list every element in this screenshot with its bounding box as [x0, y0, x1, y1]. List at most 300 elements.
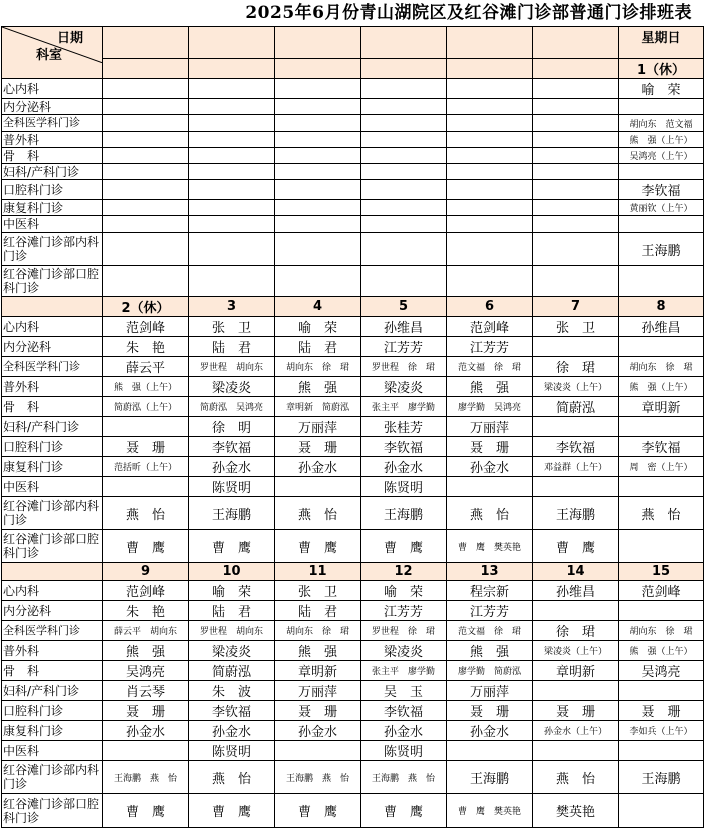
schedule-cell: 聂 珊 [447, 437, 533, 457]
schedule-cell [533, 79, 619, 99]
schedule-cell [189, 79, 275, 99]
schedule-cell [533, 216, 619, 233]
schedule-cell: 孙金水 [447, 721, 533, 741]
schedule-cell: 徐 珺 [533, 357, 619, 377]
schedule-cell: 周 密（上午） [619, 457, 704, 477]
date-cell: 6 [447, 297, 533, 317]
schedule-cell: 王海鹏 燕 怡 [275, 761, 361, 794]
schedule-cell: 喻 荣 [189, 581, 275, 601]
schedule-cell: 王海鹏 [533, 497, 619, 530]
schedule-cell [447, 233, 533, 266]
date-cell [189, 59, 275, 79]
schedule-cell: 李钦福 [619, 180, 704, 200]
schedule-cell [619, 417, 704, 437]
schedule-cell: 范文福 徐 珺 [447, 357, 533, 377]
schedule-cell: 吴鸿亮 [619, 661, 704, 681]
department-label: 心内科 [2, 79, 103, 99]
date-cell: 14 [533, 563, 619, 581]
schedule-cell: 王海鹏 [361, 497, 447, 530]
schedule-cell [619, 266, 704, 297]
schedule-cell: 孙金水 [275, 457, 361, 477]
schedule-cell: 李钦福 [361, 701, 447, 721]
date-cell: 1（休） [619, 59, 704, 79]
date-cell: 10 [189, 563, 275, 581]
schedule-cell [103, 79, 189, 99]
schedule-cell: 范剑峰 [619, 581, 704, 601]
schedule-cell [361, 216, 447, 233]
date-cell: 7 [533, 297, 619, 317]
schedule-cell [361, 266, 447, 297]
schedule-cell: 陆 君 [275, 601, 361, 621]
date-cell: 9 [103, 563, 189, 581]
schedule-cell: 简蔚泓 [189, 661, 275, 681]
table-row [2, 621, 704, 641]
department-label: 妇科/产科门诊 [2, 681, 103, 701]
weekday-header [103, 27, 189, 59]
schedule-cell: 孙维昌 [533, 581, 619, 601]
schedule-cell: 罗世程 胡向东 [189, 357, 275, 377]
department-label: 普外科 [2, 641, 103, 661]
schedule-cell: 廖学勤 简蔚泓 [447, 661, 533, 681]
schedule-cell [189, 132, 275, 148]
schedule-cell [533, 132, 619, 148]
table-row [2, 216, 704, 233]
schedule-cell: 熊 强（上午） [103, 377, 189, 397]
schedule-cell: 熊 强 [103, 641, 189, 661]
department-label: 骨 科 [2, 397, 103, 417]
table-row [2, 164, 704, 180]
schedule-cell [619, 530, 704, 563]
date-cell: 11 [275, 563, 361, 581]
schedule-cell [619, 99, 704, 115]
schedule-cell: 孙金水 [103, 721, 189, 741]
department-label: 全科医学科门诊 [2, 115, 103, 132]
department-label: 康复科门诊 [2, 457, 103, 477]
table-row [2, 497, 704, 530]
date-cell: 4 [275, 297, 361, 317]
schedule-cell: 梁凌炎（上午） [533, 377, 619, 397]
date-cell: 8 [619, 297, 704, 317]
schedule-cell [361, 132, 447, 148]
schedule-cell [189, 266, 275, 297]
schedule-table [1, 26, 704, 828]
schedule-cell: 简蔚泓 吴鸿亮 [189, 397, 275, 417]
schedule-cell: 李钦福 [189, 701, 275, 721]
schedule-cell: 范剑峰 [103, 581, 189, 601]
schedule-cell: 罗世程 胡向东 [189, 621, 275, 641]
department-label: 内分泌科 [2, 601, 103, 621]
table-row [2, 180, 704, 200]
date-cell: 5 [361, 297, 447, 317]
schedule-cell [619, 337, 704, 357]
schedule-cell: 肖云琴 [103, 681, 189, 701]
schedule-cell [447, 477, 533, 497]
department-label: 中医科 [2, 477, 103, 497]
schedule-cell: 陈贤明 [189, 741, 275, 761]
schedule-cell [275, 148, 361, 164]
table-row [2, 132, 704, 148]
schedule-cell: 曹 鹰 [189, 794, 275, 828]
department-label: 骨 科 [2, 661, 103, 681]
schedule-cell: 万丽萍 [275, 417, 361, 437]
schedule-cell: 聂 珊 [533, 701, 619, 721]
schedule-cell: 徐 明 [189, 417, 275, 437]
schedule-cell: 陈贤明 [361, 741, 447, 761]
schedule-cell: 薛云平 胡向东 [103, 621, 189, 641]
schedule-cell: 曹 鹰 樊英艳 [447, 794, 533, 828]
schedule-cell [189, 233, 275, 266]
table-row [2, 377, 704, 397]
weekday-header [361, 27, 447, 59]
schedule-cell: 梁凌炎 [361, 641, 447, 661]
table-row [2, 530, 704, 563]
schedule-cell: 樊英艳 [533, 794, 619, 828]
schedule-cell: 喻 荣 [619, 79, 704, 99]
department-label: 全科医学科门诊 [2, 621, 103, 641]
schedule-cell: 万丽萍 [275, 681, 361, 701]
schedule-cell: 熊 强 [447, 641, 533, 661]
schedule-cell: 陆 君 [189, 601, 275, 621]
schedule-cell: 胡向东 徐 珺 [275, 357, 361, 377]
date-row [2, 563, 704, 581]
schedule-cell [533, 233, 619, 266]
schedule-cell: 聂 珊 [103, 437, 189, 457]
schedule-cell: 黄丽钦（上午） [619, 200, 704, 216]
table-row [2, 641, 704, 661]
schedule-cell [275, 180, 361, 200]
schedule-cell: 燕 怡 [103, 497, 189, 530]
department-label: 红谷滩门诊部内科门诊 [2, 233, 103, 266]
schedule-cell: 朱 波 [189, 681, 275, 701]
header-corner [2, 27, 103, 79]
schedule-cell [275, 233, 361, 266]
schedule-cell: 徐 珺 [533, 621, 619, 641]
schedule-cell: 陈贤明 [189, 477, 275, 497]
schedule-cell [275, 266, 361, 297]
department-label: 心内科 [2, 317, 103, 337]
schedule-cell [447, 266, 533, 297]
table-row [2, 99, 704, 115]
schedule-cell: 邓益群（上午） [533, 457, 619, 477]
schedule-cell: 吴鸿亮（上午） [619, 148, 704, 164]
schedule-cell [533, 180, 619, 200]
table-row [2, 337, 704, 357]
schedule-cell: 章明新 [533, 661, 619, 681]
department-label: 红谷滩门诊部口腔科门诊 [2, 530, 103, 563]
table-row [2, 601, 704, 621]
schedule-cell [361, 164, 447, 180]
schedule-cell [103, 233, 189, 266]
table-row [2, 266, 704, 297]
schedule-cell [361, 180, 447, 200]
department-label: 普外科 [2, 132, 103, 148]
schedule-cell [361, 99, 447, 115]
schedule-cell: 孙金水 [189, 721, 275, 741]
schedule-cell: 曹 鹰 [103, 794, 189, 828]
date-cell [533, 59, 619, 79]
schedule-cell: 梁凌炎（上午） [533, 641, 619, 661]
schedule-cell: 聂 珊 [619, 701, 704, 721]
schedule-cell [103, 477, 189, 497]
table-row [2, 357, 704, 377]
schedule-cell [103, 200, 189, 216]
department-label: 内分泌科 [2, 99, 103, 115]
department-label: 口腔科门诊 [2, 437, 103, 457]
table-row [2, 457, 704, 477]
schedule-cell [275, 200, 361, 216]
schedule-cell [103, 132, 189, 148]
department-label: 红谷滩门诊部内科门诊 [2, 761, 103, 794]
schedule-cell [619, 794, 704, 828]
schedule-cell [447, 180, 533, 200]
schedule-cell: 熊 强（上午） [619, 377, 704, 397]
schedule-cell: 孙金水 [447, 457, 533, 477]
schedule-cell [275, 115, 361, 132]
department-label: 红谷滩门诊部内科门诊 [2, 497, 103, 530]
table-row [2, 79, 704, 99]
schedule-cell: 李钦福 [189, 437, 275, 457]
schedule-cell [533, 200, 619, 216]
department-label: 红谷滩门诊部口腔科门诊 [2, 266, 103, 297]
schedule-cell: 燕 怡 [619, 497, 704, 530]
schedule-cell [189, 200, 275, 216]
schedule-cell [533, 477, 619, 497]
schedule-cell [275, 164, 361, 180]
department-label: 全科医学科门诊 [2, 357, 103, 377]
schedule-cell [275, 99, 361, 115]
schedule-cell [533, 681, 619, 701]
schedule-cell: 孙金水 [361, 721, 447, 741]
schedule-cell: 喻 荣 [275, 317, 361, 337]
schedule-cell: 张 卫 [189, 317, 275, 337]
schedule-cell: 熊 强 [447, 377, 533, 397]
table-row [2, 115, 704, 132]
schedule-cell [619, 681, 704, 701]
schedule-cell: 范括昕（上午） [103, 457, 189, 477]
date-cell: 2（休） [103, 297, 189, 317]
table-row [2, 397, 704, 417]
schedule-cell [619, 741, 704, 761]
department-label: 妇科/产科门诊 [2, 417, 103, 437]
schedule-cell: 江芳芳 [447, 337, 533, 357]
schedule-cell: 聂 珊 [275, 701, 361, 721]
schedule-cell: 燕 怡 [447, 497, 533, 530]
schedule-cell [533, 148, 619, 164]
schedule-cell: 江芳芳 [361, 601, 447, 621]
schedule-cell [447, 200, 533, 216]
schedule-cell: 曹 鹰 [533, 530, 619, 563]
schedule-cell: 张桂芳 [361, 417, 447, 437]
schedule-cell: 熊 强 [275, 641, 361, 661]
schedule-cell: 孙金水 [275, 721, 361, 741]
table-row [2, 794, 704, 828]
dept-header-label: 科室 [36, 48, 63, 63]
schedule-cell: 简蔚泓 [533, 397, 619, 417]
schedule-cell: 聂 珊 [447, 701, 533, 721]
table-row [2, 721, 704, 741]
sunday-label: 星期日 [641, 31, 681, 46]
schedule-cell [533, 99, 619, 115]
schedule-cell: 江芳芳 [447, 601, 533, 621]
schedule-cell: 王海鹏 [619, 761, 704, 794]
department-label: 中医科 [2, 216, 103, 233]
schedule-cell: 梁凌炎 [189, 641, 275, 661]
schedule-cell: 曹 鹰 [103, 530, 189, 563]
schedule-cell: 胡向东 范文福 [619, 115, 704, 132]
schedule-cell [447, 99, 533, 115]
schedule-cell [103, 180, 189, 200]
schedule-cell: 罗世程 徐 珺 [361, 357, 447, 377]
page-title: 2025年6月份青山湖院区及红谷滩门诊部普通门诊排班表 [245, 3, 692, 23]
schedule-cell: 李钦福 [533, 437, 619, 457]
schedule-cell [103, 741, 189, 761]
department-label: 心内科 [2, 581, 103, 601]
table-row [2, 741, 704, 761]
schedule-cell: 张 卫 [275, 581, 361, 601]
department-label: 骨 科 [2, 148, 103, 164]
department-label: 口腔科门诊 [2, 180, 103, 200]
schedule-cell: 曹 鹰 樊英艳 [447, 530, 533, 563]
weekday-header [533, 27, 619, 59]
schedule-cell: 曹 鹰 [275, 530, 361, 563]
schedule-cell: 曹 鹰 [275, 794, 361, 828]
department-label: 妇科/产科门诊 [2, 164, 103, 180]
schedule-cell: 简蔚泓（上午） [103, 397, 189, 417]
schedule-cell [361, 200, 447, 216]
schedule-cell: 胡向东 徐 珺 [275, 621, 361, 641]
schedule-cell [103, 115, 189, 132]
schedule-cell [103, 164, 189, 180]
date-row-corner [2, 297, 103, 317]
schedule-cell: 程宗新 [447, 581, 533, 601]
date-row-corner [2, 563, 103, 581]
schedule-cell: 张主平 廖学勤 [361, 661, 447, 681]
table-row [2, 317, 704, 337]
schedule-cell: 万丽萍 [447, 417, 533, 437]
date-cell [447, 59, 533, 79]
schedule-cell [447, 741, 533, 761]
schedule-cell [189, 148, 275, 164]
schedule-cell: 陈贤明 [361, 477, 447, 497]
table-row [2, 681, 704, 701]
department-label: 内分泌科 [2, 337, 103, 357]
table-row [2, 437, 704, 457]
schedule-cell [447, 79, 533, 99]
schedule-cell: 王海鹏 [619, 233, 704, 266]
schedule-cell: 孙金水 [189, 457, 275, 477]
schedule-cell [275, 216, 361, 233]
schedule-cell: 孙维昌 [361, 317, 447, 337]
date-row [2, 297, 704, 317]
department-label: 中医科 [2, 741, 103, 761]
schedule-cell [619, 477, 704, 497]
date-row [2, 59, 704, 79]
weekday-header [275, 27, 361, 59]
schedule-cell: 范文福 徐 珺 [447, 621, 533, 641]
schedule-cell: 廖学勤 吴鸿亮 [447, 397, 533, 417]
table-row [2, 761, 704, 794]
schedule-cell [189, 115, 275, 132]
schedule-cell: 张主平 廖学勤 [361, 397, 447, 417]
department-label: 康复科门诊 [2, 200, 103, 216]
schedule-cell: 熊 强 [275, 377, 361, 397]
schedule-cell: 江芳芳 [361, 337, 447, 357]
schedule-cell: 王海鹏 燕 怡 [103, 761, 189, 794]
schedule-cell [361, 79, 447, 99]
schedule-cell [275, 132, 361, 148]
date-cell: 3 [189, 297, 275, 317]
schedule-cell [447, 164, 533, 180]
schedule-cell [447, 132, 533, 148]
schedule-cell: 章明新 简蔚泓 [275, 397, 361, 417]
schedule-cell: 聂 珊 [275, 437, 361, 457]
schedule-cell: 朱 艳 [103, 601, 189, 621]
schedule-cell: 吴鸿亮 [103, 661, 189, 681]
schedule-cell: 罗世程 徐 珺 [361, 621, 447, 641]
schedule-cell: 王海鹏 [447, 761, 533, 794]
date-cell: 12 [361, 563, 447, 581]
schedule-cell [189, 180, 275, 200]
schedule-cell: 孙维昌 [619, 317, 704, 337]
schedule-cell [103, 417, 189, 437]
date-cell [275, 59, 361, 79]
schedule-cell [189, 216, 275, 233]
table-row [2, 581, 704, 601]
schedule-cell [447, 115, 533, 132]
department-label: 康复科门诊 [2, 721, 103, 741]
department-label: 普外科 [2, 377, 103, 397]
schedule-cell: 孙金水（上午） [533, 721, 619, 741]
table-row [2, 477, 704, 497]
schedule-cell [533, 164, 619, 180]
schedule-cell [189, 164, 275, 180]
schedule-cell: 章明新 [275, 661, 361, 681]
schedule-cell: 薛云平 [103, 357, 189, 377]
schedule-cell [275, 477, 361, 497]
schedule-cell [533, 741, 619, 761]
table-row [2, 701, 704, 721]
schedule-cell: 章明新 [619, 397, 704, 417]
schedule-cell: 吴 玉 [361, 681, 447, 701]
schedule-cell [533, 601, 619, 621]
schedule-cell: 胡向东 徐 珺 [619, 357, 704, 377]
table-row [2, 233, 704, 266]
schedule-cell [361, 233, 447, 266]
schedule-cell [361, 115, 447, 132]
schedule-cell: 范剑峰 [103, 317, 189, 337]
department-label: 红谷滩门诊部口腔科门诊 [2, 794, 103, 828]
schedule-cell: 喻 荣 [361, 581, 447, 601]
schedule-cell [619, 216, 704, 233]
schedule-cell [189, 99, 275, 115]
weekday-header [447, 27, 533, 59]
schedule-cell: 陆 君 [275, 337, 361, 357]
date-cell [103, 59, 189, 79]
schedule-cell [533, 417, 619, 437]
date-cell: 13 [447, 563, 533, 581]
schedule-cell [103, 99, 189, 115]
schedule-cell: 聂 珊 [103, 701, 189, 721]
date-cell [361, 59, 447, 79]
schedule-cell: 曹 鹰 [189, 530, 275, 563]
schedule-cell: 燕 怡 [275, 497, 361, 530]
schedule-cell: 曹 鹰 [361, 794, 447, 828]
schedule-cell: 梁凌炎 [361, 377, 447, 397]
department-label: 口腔科门诊 [2, 701, 103, 721]
schedule-cell [619, 164, 704, 180]
schedule-cell: 曹 鹰 [361, 530, 447, 563]
schedule-cell: 李如兵（上午） [619, 721, 704, 741]
